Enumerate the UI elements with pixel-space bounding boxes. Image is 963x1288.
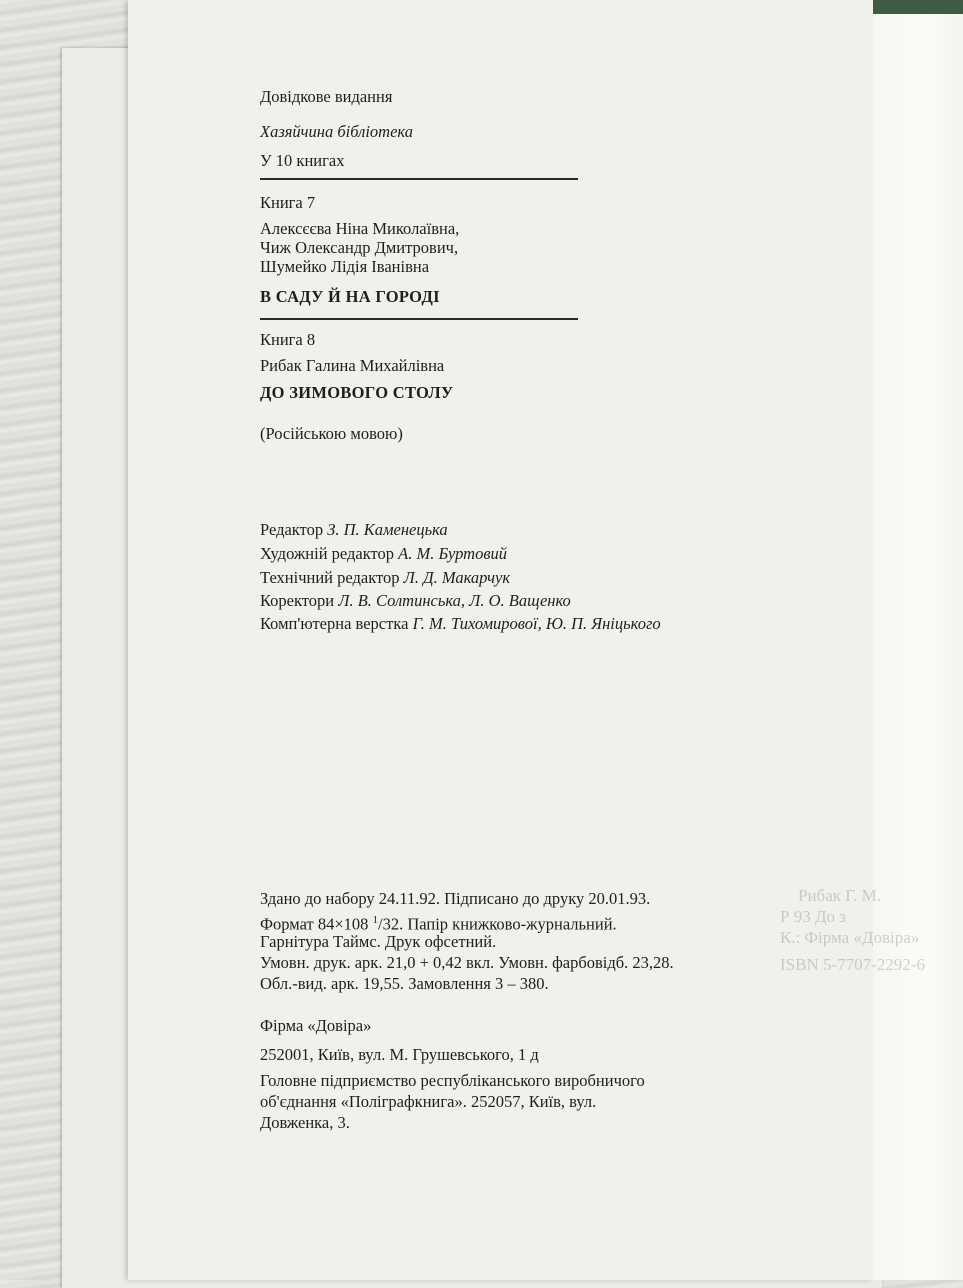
divider-rule — [260, 178, 578, 180]
imprint-line: Формат 84×108 $^1$/32. Папір книжково-журнальний. — [260, 914, 617, 934]
cover-green-strip — [873, 0, 963, 14]
imprint-line: Обл.-вид. арк. 19,55. Замовлення 3 – 380. — [260, 974, 549, 993]
imprint-line: Гарнітура Таймс. Друк офсетний. — [260, 932, 497, 951]
imprint-line: Здано до набору 24.11.92. Підписано до друку 20.01.93. — [260, 889, 651, 908]
book7-author: Чиж Олександр Дмитрович, — [260, 238, 459, 257]
credit-art-editor: Художній редактор А. М. Буртовий — [260, 544, 507, 563]
language-note: (Російською мовою) — [260, 424, 403, 443]
printer-info: об'єднання «Поліграфкнига». 252057, Київ, вул. — [260, 1092, 597, 1111]
printer-info: Довженка, 3. — [260, 1113, 350, 1132]
printer-info: Головне підприємство республіканського виробничого — [260, 1071, 645, 1090]
imprint-line: Умовн. друк. арк. 21,0 + 0,42 вкл. Умовн. фарбовідб. 23,28. — [260, 953, 674, 972]
book8-title: ДО ЗИМОВОГО СТОЛУ — [260, 383, 454, 402]
book7-author: Шумейко Лідія Іванівна — [260, 257, 430, 276]
book7-title: В САДУ Й НА ГОРОДІ — [260, 287, 440, 306]
bleed-line: Р 93 До з — [780, 907, 847, 926]
book-cover-edge — [873, 0, 963, 1280]
series-title: Хазяйчина бібліотека — [260, 122, 413, 141]
bleed-line: Рибак Г. М. — [798, 886, 882, 905]
publisher-address: 252001, Київ, вул. М. Грушевського, 1 д — [260, 1045, 539, 1064]
publisher-name: Фірма «Довіра» — [260, 1016, 372, 1035]
volume-count: У 10 книгах — [260, 151, 345, 170]
credit-proofreaders: Коректори Л. В. Солтинська, Л. О. Ващенко — [260, 591, 571, 610]
credit-editor: Редактор З. П. Каменецька — [260, 520, 448, 539]
credit-tech-editor: Технічний редактор Л. Д. Макарчук — [260, 568, 511, 587]
bleed-line: К.: Фірма «Довіра» — [780, 928, 920, 947]
book7-author: Алексєєва Ніна Миколаївна, — [260, 219, 460, 238]
credit-layout: Комп'ютерна верстка Г. М. Тихомирової, Ю. П. Яніцького — [260, 614, 661, 633]
book8-author: Рибак Галина Михайлівна — [260, 356, 445, 375]
divider-rule — [260, 318, 578, 320]
edition-type: Довідкове видання — [260, 87, 393, 106]
bleed-line: ISBN 5-7707-2292-6 — [780, 955, 925, 974]
book8-label: Книга 8 — [260, 330, 316, 349]
book7-label: Книга 7 — [260, 193, 316, 212]
